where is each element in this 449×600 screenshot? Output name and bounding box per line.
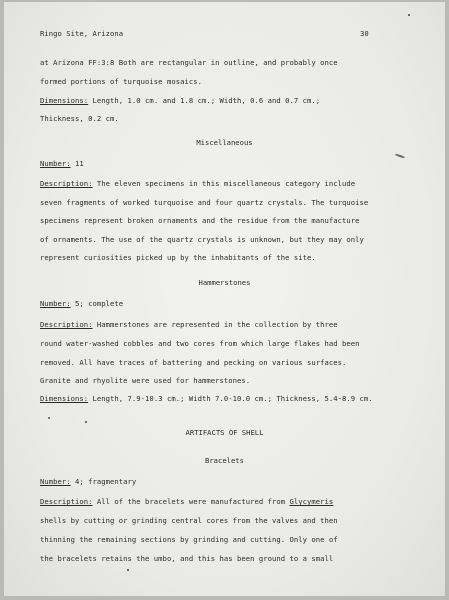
dimensions-text: Length, 7.9-10.3 cm.; Width 7.0-10.0 cm.; Thickness, 5.4-8.9 cm. (88, 394, 373, 403)
scan-speck (48, 417, 50, 419)
number-value: 5; complete (70, 299, 124, 308)
heading-artifacts-of-shell: ARTIFACTS OF SHELL (185, 428, 264, 437)
description-text: All of the bracelets were manufactured from (92, 497, 290, 506)
hammer-dimensions-line (40, 394, 373, 403)
number-label: Number: (40, 299, 71, 308)
bracelets-line-3: thinning the remaining sections by grinding and cutting. Only one of (40, 535, 338, 544)
misc-line-3: specimens represent broken ornaments and the residue from the manufacture (40, 216, 360, 225)
intro-line-1: at Arizona FF:3:8 Both are rectangular in outline, and probably once (40, 58, 338, 67)
running-title: Ringo Site, Arizona (40, 29, 124, 38)
number-label: Number: (40, 159, 71, 168)
document-page (4, 2, 445, 596)
hammer-line-3: removed. All have traces of battering and pecking on various surfaces. (40, 358, 347, 367)
dimensions-text: Length, 1.0 cm. and 1.8 cm.; Width, 0.6 and 0.7 cm.; (88, 96, 321, 105)
misc-line-4: of ornaments. The use of the quartz crystals is unknown, but they may only (40, 235, 364, 244)
heading-bracelets: Bracelets (205, 456, 244, 465)
misc-number-line (40, 159, 84, 168)
bracelets-number-line (40, 477, 136, 486)
misc-line-5: represent curiosities picked up by the inhabitants of the site. (40, 253, 316, 262)
intro-line-2: formed portions of turquoise mosaics. (40, 77, 202, 86)
intro-dimensions-line (40, 96, 320, 105)
description-label: Description: (40, 179, 93, 188)
number-value: 4; fragmentary (70, 477, 137, 486)
scan-mark (395, 153, 405, 158)
genus-name: Glycymeris (289, 497, 334, 506)
description-text: Hammerstones are represented in the collection by three (92, 320, 338, 329)
bracelets-description-line-1 (40, 497, 333, 506)
bracelets-line-4: the bracelets retains the umbo, and this has been ground to a small (40, 554, 334, 563)
heading-hammerstones: Hammerstones (198, 278, 251, 287)
number-value: 11 (70, 159, 84, 168)
scan-speck (408, 14, 410, 16)
description-label: Description: (40, 497, 93, 506)
hammer-number-line (40, 299, 123, 308)
description-text: The eleven specimens in this miscellaneous category include (92, 179, 356, 188)
number-label: Number: (40, 477, 71, 486)
dimensions-label: Dimensions: (40, 394, 89, 403)
dimensions-label: Dimensions: (40, 96, 89, 105)
hammer-line-4: Granite and rhyolite were used for hammerstones. (40, 376, 251, 385)
misc-line-2: seven fragments of worked turquoise and four quartz crystals. The turquoise (40, 198, 369, 207)
hammer-description-line-1 (40, 320, 338, 329)
page-number: 30 (360, 29, 369, 38)
bracelets-line-2: shells by cutting or grinding central cores from the valves and then (40, 516, 338, 525)
heading-miscellaneous: Miscellaneous (196, 138, 253, 147)
hammer-line-2: round water-washed cobbles and two cores from which large flakes had been (40, 339, 360, 348)
misc-description-line-1 (40, 179, 355, 188)
intro-line-4: Thickness, 0.2 cm. (40, 114, 119, 123)
scan-speck (127, 569, 129, 571)
scan-speck (85, 421, 87, 423)
description-label: Description: (40, 320, 93, 329)
